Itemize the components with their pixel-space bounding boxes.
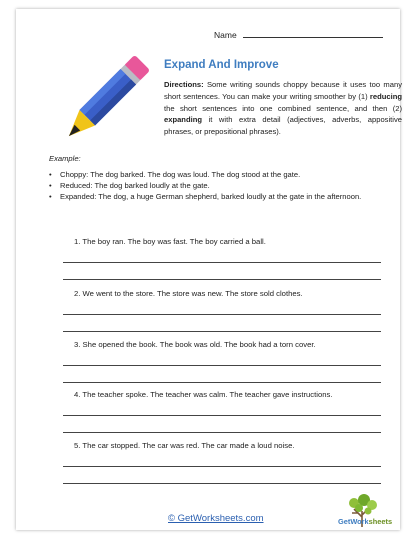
name-input-line[interactable]	[243, 29, 383, 38]
answer-line[interactable]	[63, 483, 381, 484]
logo-text-get: GetWork	[338, 517, 369, 526]
worksheet-page	[16, 9, 400, 530]
worksheet-title: Expand And Improve	[164, 59, 279, 71]
answer-line[interactable]	[63, 314, 381, 315]
reducing-keyword: reducing	[369, 91, 402, 101]
example-label: Example:	[49, 154, 81, 163]
footer-link[interactable]: © GetWorksheets.com	[168, 513, 264, 524]
question-3: 3. She opened the book. The book was old. The book had a torn cover.	[74, 340, 316, 349]
logo-text-sheets: sheets	[368, 517, 393, 526]
expanding-keyword: expanding	[164, 115, 202, 125]
example-item-choppy: • Choppy: The dog barked. The dog was loud. The dog stood at the gate.	[49, 169, 399, 180]
answer-line[interactable]	[63, 415, 381, 416]
name-label: Name	[214, 30, 237, 40]
answer-line[interactable]	[63, 262, 381, 263]
answer-line[interactable]	[63, 432, 381, 433]
answer-line[interactable]	[63, 365, 381, 366]
question-2: 2. We went to the store. The store was new. The store sold clothes.	[74, 289, 303, 298]
logo-wordmark	[338, 517, 392, 526]
question-1: 1. The boy ran. The boy was fast. The boy carried a ball.	[74, 237, 266, 246]
answer-line[interactable]	[63, 382, 381, 383]
example-list	[49, 169, 399, 203]
directions-part-1: Some writing sounds choppy because it uses too many short sentences. You can make your writing smoother by (1)	[164, 80, 402, 101]
pencil-icon	[48, 53, 152, 157]
directions-part-2: the short sentences into one combined sentence, and then (2)	[164, 103, 402, 113]
tree-logo-icon	[334, 493, 393, 533]
example-item-expanded: • Expanded: The dog, a huge German shepherd, barked loudly at the gate in the afternoon.	[49, 191, 399, 202]
question-4: 4. The teacher spoke. The teacher was calm. The teacher gave instructions.	[74, 390, 333, 399]
answer-line[interactable]	[63, 279, 381, 280]
directions-label: Directions:	[164, 80, 204, 89]
answer-line[interactable]	[63, 466, 381, 467]
question-5: 5. The car stopped. The car was red. The car made a loud noise.	[74, 441, 295, 450]
name-field	[214, 29, 383, 40]
directions-text	[164, 79, 402, 138]
answer-line[interactable]	[63, 331, 381, 332]
directions-part-3: it with extra detail (adjectives, adverbs, appositive phrases, or prepositional phrases).	[164, 115, 402, 137]
example-item-reduced: • Reduced: The dog barked loudly at the gate.	[49, 180, 399, 191]
